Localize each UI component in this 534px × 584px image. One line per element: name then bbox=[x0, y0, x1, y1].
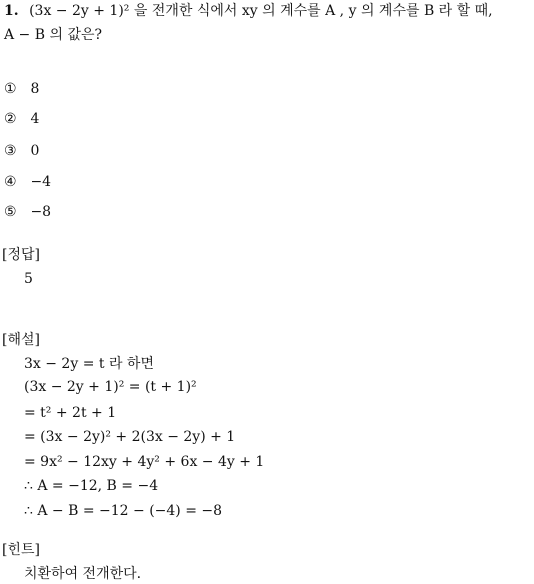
question-text-line-2: A − B 의 값은? bbox=[4, 27, 103, 43]
choice-value: 0 bbox=[30, 143, 40, 159]
choice-marker: ① bbox=[4, 81, 17, 97]
explanation-line-1: 3x − 2y = t 라 하면 bbox=[24, 356, 154, 372]
choice-value: 8 bbox=[30, 81, 40, 97]
explanation-line-3: = t² + 2t + 1 bbox=[24, 405, 117, 421]
explanation-line-7: ∴ A − B = −12 − (−4) = −8 bbox=[24, 503, 223, 519]
choice-2[interactable] bbox=[4, 110, 39, 128]
hint-text: 치환하여 전개한다. bbox=[24, 566, 142, 582]
hint-label: [힌트] bbox=[2, 542, 40, 558]
question-number: 1. bbox=[4, 3, 19, 19]
choice-value: −4 bbox=[30, 174, 52, 190]
explanation-line-6: ∴ A = −12, B = −4 bbox=[24, 478, 159, 494]
choice-marker: ⑤ bbox=[4, 204, 17, 220]
choice-value: 4 bbox=[30, 111, 40, 127]
answer-label: [정답] bbox=[2, 247, 40, 263]
explanation-line-5: = 9x² − 12xy + 4y² + 6x − 4y + 1 bbox=[24, 454, 265, 470]
explanation-label: [해설] bbox=[2, 332, 40, 348]
choice-4[interactable] bbox=[4, 173, 51, 191]
choice-marker: ④ bbox=[4, 174, 17, 190]
choice-1[interactable] bbox=[4, 80, 39, 98]
question-text-line-1: (3x − 2y + 1)² 을 전개한 식에서 xy 의 계수를 A , y 의 계수를 B 라 할 때, bbox=[29, 3, 493, 19]
choice-marker: ③ bbox=[4, 143, 17, 159]
answer-value: 5 bbox=[24, 271, 33, 287]
choice-5[interactable] bbox=[4, 203, 51, 221]
explanation-line-2: (3x − 2y + 1)² = (t + 1)² bbox=[24, 379, 197, 395]
choice-value: −8 bbox=[30, 204, 52, 220]
question-line-2 bbox=[4, 26, 102, 44]
question-line-1 bbox=[4, 2, 493, 20]
explanation-line-4: = (3x − 2y)² + 2(3x − 2y) + 1 bbox=[24, 429, 236, 445]
choice-marker: ② bbox=[4, 111, 17, 127]
choice-3[interactable] bbox=[4, 142, 39, 160]
